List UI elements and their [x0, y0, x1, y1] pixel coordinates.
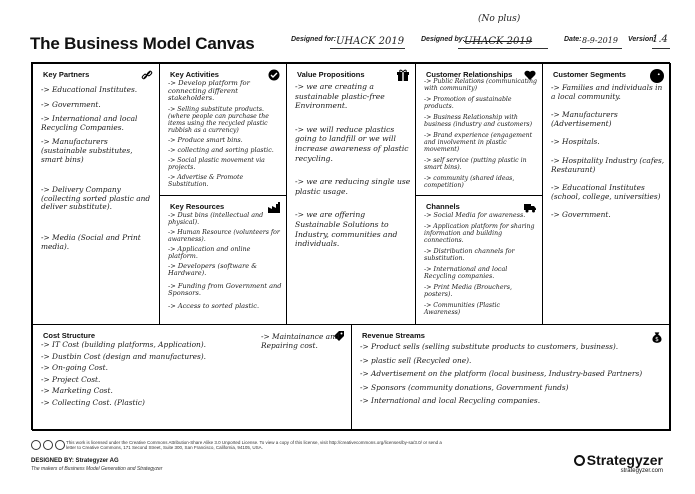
- value-propositions-title: Value Propositions: [297, 70, 365, 79]
- list-item: -> Dustbin Cost (design and manufactures).: [41, 351, 207, 361]
- list-item: -> On-going Cost.: [41, 363, 108, 373]
- license-icons: [31, 440, 65, 450]
- list-item: -> self service (putting plastic in smart bins).: [424, 157, 527, 171]
- list-item: -> Print Media (Brouchers, posters).: [424, 283, 513, 298]
- list-item: -> Manufacturers (Advertisement): [551, 110, 618, 128]
- list-item: -> Human Resource (volunteers for awareness).: [168, 229, 280, 243]
- list-item: -> we are creating a sustainable plastic-free Environment.: [295, 82, 385, 111]
- list-item: -> Dust bins (intellectual and physical).: [168, 211, 264, 226]
- page-title: The Business Model Canvas: [30, 34, 255, 53]
- cost-structure-block: [32, 324, 352, 431]
- list-item: -> Sponsors (community donations, Government funds): [360, 382, 569, 392]
- list-item: -> Public Relations (communicating with community): [424, 78, 537, 92]
- list-item: -> Application and online platform.: [168, 245, 251, 260]
- date-label: Date:: [564, 36, 582, 43]
- strategyzer-logo: [574, 452, 663, 468]
- brand-name: Strategyzer: [586, 452, 663, 468]
- customer-segments-title: Customer Segments: [553, 70, 626, 79]
- cost-structure-title: Cost Structure: [43, 331, 96, 340]
- list-item: -> community (shared ideas, competition): [424, 175, 515, 189]
- designed-for-label: Designed for:: [291, 36, 337, 43]
- list-item: -> IT Cost (building platforms, Application).: [41, 340, 207, 349]
- list-item: -> Delivery Company (collecting sorted plastic and deliver substitute).: [41, 185, 151, 212]
- list-item: -> Educational Institutes (school, college, universities): [551, 183, 661, 201]
- list-item: -> Advertise & Promote Substitution.: [168, 173, 244, 188]
- sa-icon: [55, 440, 65, 450]
- list-item: -> we will reduce plastics going to landfill or we will increase awareness of plastic recycling.: [295, 124, 409, 163]
- list-item: -> collecting and sorting plastic.: [168, 145, 274, 154]
- designed-for-value: UHACK 2019: [336, 36, 405, 47]
- list-item: -> Media (Social and Print media).: [41, 232, 141, 251]
- list-item: -> Business Relationship with business (industry and customers): [424, 114, 532, 128]
- list-item: -> Government.: [551, 210, 611, 220]
- makers-text: The makers of Business Model Generation and Strategyzer: [31, 466, 163, 472]
- version-label: Version:: [628, 36, 656, 43]
- svg-text:$: $: [655, 337, 659, 344]
- list-item: -> Funding from Government and Sponsors.: [168, 281, 282, 298]
- value-propositions-block: [286, 63, 416, 325]
- key-resources-block: [159, 195, 287, 325]
- list-item: -> Families and individuals in a local community.: [551, 83, 663, 101]
- revenue-streams-title: Revenue Streams: [362, 331, 425, 340]
- brand-url: strategyzer.com: [620, 468, 663, 474]
- list-item: -> Project Cost.: [41, 374, 101, 384]
- gift-icon: [397, 69, 409, 81]
- list-item: -> Marketing Cost.: [41, 386, 113, 396]
- list-item: -> Hospitals.: [551, 137, 600, 147]
- list-item: -> Application platform for sharing information and building connections.: [424, 223, 535, 244]
- list-item: -> we are offering Sustainable Solutions to Industry, communities and individuals.: [295, 210, 398, 249]
- customer-segments-block: [542, 63, 671, 325]
- channels-title: Channels: [426, 202, 460, 211]
- list-item: -> Maintainance and Repairing cost.: [261, 332, 340, 350]
- channels-block: [415, 195, 543, 325]
- list-item: -> Selling substitute products. (where people can purchase the items using the recycled plastic rubbish as a currency): [168, 105, 269, 134]
- list-item: -> Advertisement on the platform (local business, Industry-based Partners): [360, 369, 643, 379]
- list-item: -> International and local Recycling companies.: [360, 396, 541, 406]
- person-icon: [650, 69, 664, 83]
- designed-by-line: [458, 48, 548, 49]
- version-value: 1.4: [652, 34, 668, 45]
- list-item: -> Brand experience (engagement and involvement in plastic movement): [424, 132, 533, 153]
- list-item: -> Manufacturers (sustainable substitutes, smart bins): [41, 137, 133, 164]
- cc-icon: [31, 440, 41, 450]
- list-item: -> Collecting Cost. (Plastic): [41, 397, 145, 407]
- list-item: -> Distribution channels for substitution.: [424, 247, 515, 262]
- list-item: -> Promotion of sustainable products.: [424, 96, 512, 110]
- list-item: -> Develop platform for connecting different stakeholders.: [168, 79, 250, 103]
- key-activities-title: Key Activities: [170, 70, 219, 79]
- designed-by-value: UHACK 2019: [464, 36, 533, 47]
- designed-by-label: Designed by:: [421, 36, 465, 43]
- list-item: -> plastic sell (Recycled one).: [360, 355, 472, 365]
- key-activities-block: [159, 63, 287, 196]
- list-item: -> Product sells (selling substitute products to customers, business).: [360, 342, 619, 351]
- designed-by-footer: DESIGNED BY: Strategyzer AG: [31, 458, 119, 464]
- list-item: -> International and local Recycling companies.: [424, 265, 508, 280]
- revenue-streams-block: [351, 324, 671, 431]
- list-item: -> Produce smart bins.: [168, 135, 243, 144]
- designed-by-note: (No plus): [478, 14, 521, 24]
- list-item: -> Developers (software & Hardware).: [168, 262, 258, 278]
- list-item: -> International and local Recycling Companies.: [41, 114, 138, 132]
- key-partners-block: [32, 63, 160, 325]
- canvas-grid: [31, 62, 670, 430]
- by-icon: [43, 440, 53, 450]
- strategyzer-mark-icon: [574, 455, 585, 466]
- key-resources-title: Key Resources: [170, 202, 225, 211]
- date-line: [580, 48, 622, 49]
- customer-relationships-block: [415, 63, 543, 196]
- list-item: -> Social plastic movement via projects.: [168, 156, 265, 171]
- list-item: -> Access to sorted plastic.: [168, 301, 260, 310]
- list-item: -> Educational Institutes.: [41, 85, 138, 94]
- customer-relationships-title: Customer Relationships: [426, 70, 513, 79]
- money-bag-icon: [650, 330, 664, 344]
- designed-for-line: [330, 48, 405, 49]
- link-icon: [141, 69, 153, 81]
- version-line: [652, 48, 670, 49]
- list-item: -> Hospitality Industry (cafes, Restaurant): [551, 155, 665, 174]
- key-partners-title: Key Partners: [43, 70, 90, 79]
- list-item: -> Social Media for awareness.: [424, 211, 526, 219]
- list-item: -> we are reducing single use plastic usage.: [295, 177, 411, 196]
- date-value: 8-9-2019: [582, 36, 618, 45]
- list-item: -> Communities (Plastic Awareness): [424, 302, 501, 316]
- list-item: -> Government.: [41, 99, 101, 109]
- license-text: This work is licensed under the Creative Commons Attribution-Share Alike 3.0 Unported License. To view a copy of this license, visit http://creativecommons.org/licenses/by-sa/3.0/ or send a letter to Creative Commons, 171 Second Street, Suite 300, San Francisco, California, 94105, USA.: [66, 440, 442, 450]
